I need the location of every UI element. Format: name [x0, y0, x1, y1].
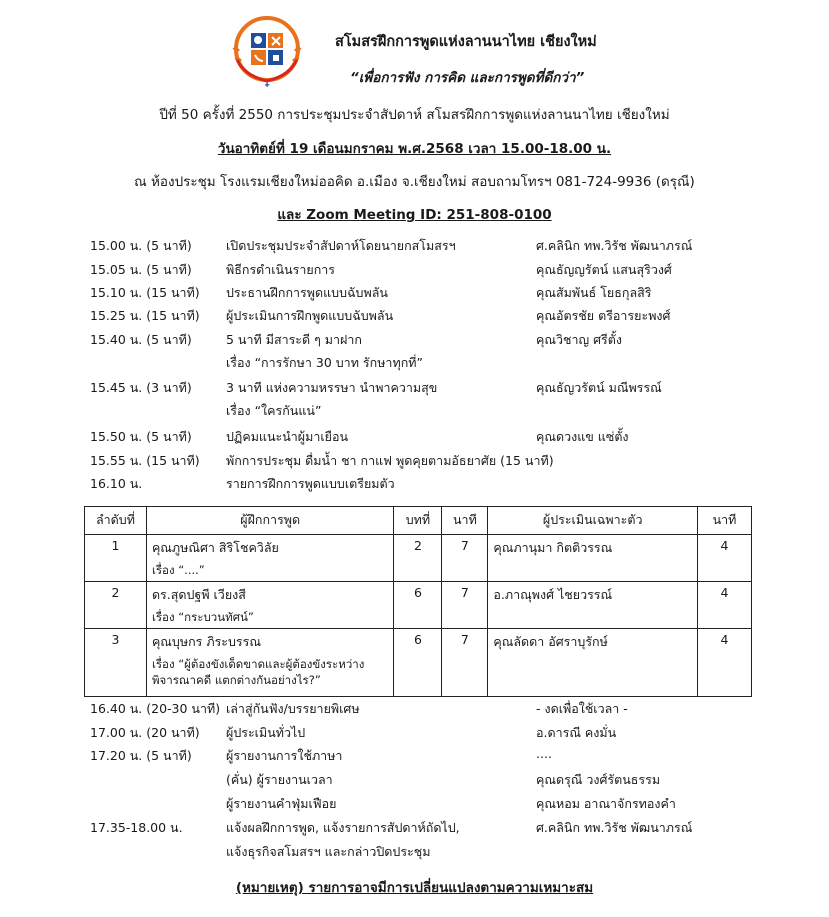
cell-chapter: 6: [394, 582, 442, 629]
agenda-activity: รายการฝึกการพูดแบบเตรียมตัว: [226, 476, 395, 491]
cell-evaluator: คุณลัดดา อัศราบุรักษ์: [488, 629, 698, 697]
agenda-person: ....: [536, 746, 552, 761]
agenda-time: 17.20 น. (5 นาที): [90, 748, 192, 763]
col-header-eval-minutes: นาที: [698, 507, 752, 535]
agenda-person: คุณสัมพันธ์ โยธกุลสิริ: [536, 285, 652, 300]
agenda-row: [0, 842, 829, 864]
agenda-row: [0, 306, 829, 328]
agenda-activity: เปิดประชุมประจำสัปดาห์โดยนายกสโมสรฯ: [226, 238, 456, 253]
meeting-date: วันอาทิตย์ที่ 19 เดือนมกราคม พ.ศ.2568 เวลา 15.00-18.00 น.: [217, 141, 612, 157]
table-row: [85, 582, 752, 629]
cell-minutes: 7: [442, 629, 488, 697]
agenda-activity: แจ้งผลฝึกการพูด, แจ้งรายการสัปดาห์ถัดไป,: [226, 820, 460, 835]
agenda-time: 17.35-18.00 น.: [90, 820, 183, 835]
agenda-row: [0, 401, 829, 423]
agenda-person: ศ.คลินิก ทพ.วิรัช พัฒนาภรณ์: [536, 820, 693, 835]
agenda-person: คุณธัญญรัตน์ แสนสุริวงศ์: [536, 262, 672, 277]
agenda-person: คุณดวงแข แซ่ตั้ง: [536, 429, 629, 444]
col-header-order: ลำดับที่: [85, 507, 147, 535]
agenda-person: คุณดรุณี วงศ์รัตนธรรม: [536, 772, 661, 787]
cell-chapter: 2: [394, 535, 442, 582]
cell-minutes: 7: [442, 582, 488, 629]
agenda-person: คุณวิชาญ ศรีตั้ง: [536, 332, 622, 347]
meeting-venue: ณ ห้องประชุม โรงแรมเชียงใหม่ออคิด อ.เมือง จ.เชียงใหม่ สอบถามโทรฯ 081-724-9936 (ดรุณี): [134, 174, 695, 190]
agenda-row: [0, 818, 829, 840]
cell-evaluator: อ.ภาณุพงศ์ ไชยวรรณ์: [488, 582, 698, 629]
agenda-row: [0, 770, 829, 792]
svg-text:✚: ✚: [264, 82, 270, 89]
club-logo: [225, 15, 309, 91]
agenda-topic: เรื่อง “การรักษา 30 บาท รักษาทุกที่”: [226, 355, 423, 370]
session-title: ปีที่ 50 ครั้งที่ 2550 การประชุมประจำสัปดาห์ สโมสรฝึกการพูดแห่งลานนาไทย เชียงใหม่: [159, 107, 670, 123]
col-header-evaluator: ผู้ประเมินเฉพาะตัว: [488, 507, 698, 535]
agenda-time: 15.10 น. (15 นาที): [90, 285, 200, 300]
agenda-row: [0, 723, 829, 745]
agenda-row: [0, 474, 829, 496]
agenda-activity: ผู้ประเมินทั่วไป: [226, 725, 306, 740]
agenda-time: 16.10 น.: [90, 476, 143, 491]
agenda-activity: 3 นาที แห่งความหรรษา นำพาความสุข: [226, 380, 438, 395]
agenda-activity: ผู้รายงานการใช้ภาษา: [226, 748, 343, 763]
agenda-time: 15.25 น. (15 นาที): [90, 308, 200, 323]
cell-evaluator: คุณภานุมา กิตติวรรณ: [488, 535, 698, 582]
agenda-activity: พิธีกรดำเนินรายการ: [226, 262, 336, 277]
agenda-person: คุณอัตรชัย ตรีอารยะพงศ์: [536, 308, 671, 323]
cell-order: 3: [85, 629, 147, 697]
club-name: สโมสรฝึกการพูดแห่งลานนาไทย เชียงใหม่: [335, 34, 597, 50]
agenda-activity: พักการประชุม ดื่มน้ำ ชา กาแฟ พูดคุยตามอัธยาศัย (15 นาที): [226, 453, 554, 468]
cell-order: 1: [85, 535, 147, 582]
speech-table: [84, 506, 752, 697]
agenda-row: [0, 283, 829, 305]
agenda-activity: แจ้งธุรกิจสโมสรฯ และกล่าวปิดประชุม: [226, 844, 431, 859]
agenda-time: 15.45 น. (3 นาที): [90, 380, 192, 395]
agenda-time: 15.40 น. (5 นาที): [90, 332, 192, 347]
agenda-activity: ผู้รายงานคำฟุ่มเฟือย: [226, 796, 337, 811]
agenda-row: [0, 378, 829, 400]
agenda-row: [0, 794, 829, 816]
agenda-row: [0, 427, 829, 449]
agenda-row: [0, 451, 829, 473]
footer-note: (หมายเหตุ) รายการอาจมีการเปลี่ยนแปลงตามความเหมาะสม: [235, 880, 594, 896]
cell-eval-minutes: 4: [698, 535, 752, 582]
cell-eval-minutes: 4: [698, 582, 752, 629]
agenda-activity: ปฏิคมแนะนำผู้มาเยือน: [226, 429, 349, 444]
speech-topic: เรื่อง “....”: [151, 563, 205, 577]
speech-topic: เรื่อง “ผู้ต้องขังเด็ดขาดและผู้ต้องขังระหว่าง พิจารณาคดี แตกต่างกันอย่างไร?”: [151, 657, 365, 687]
agenda-time: 15.00 น. (5 นาที): [90, 238, 192, 253]
agenda-person: - งดเพื่อใช้เวลา -: [536, 701, 628, 716]
agenda-time: 15.50 น. (5 นาที): [90, 429, 192, 444]
cell-speaker: [146, 535, 394, 582]
table-row: [85, 535, 752, 582]
col-header-minutes: นาที: [442, 507, 488, 535]
agenda-time: 16.40 น. (20-30 นาที): [90, 701, 221, 716]
agenda-time: 17.00 น. (20 นาที): [90, 725, 200, 740]
agenda-activity: เล่าสู่กันฟัง/บรรยายพิเศษ: [226, 701, 360, 716]
agenda-activity: ผู้ประเมินการฝึกพูดแบบฉับพลัน: [226, 308, 394, 323]
agenda-activity: (คั่น) ผู้รายงานเวลา: [226, 772, 333, 787]
agenda-person: คุณหอม อาณาจักรทองคำ: [536, 796, 676, 811]
cell-speaker: [146, 629, 394, 697]
agenda-row: [0, 353, 829, 375]
agenda-person: อ.ดารณี คงมั่น: [536, 725, 617, 740]
col-header-chapter: บทที่: [394, 507, 442, 535]
agenda-row: [0, 236, 829, 258]
agenda-time: 15.05 น. (5 นาที): [90, 262, 192, 277]
agenda-activity: 5 นาที มีสาระดี ๆ มาฝาก: [226, 332, 362, 347]
agenda-person: ศ.คลินิก ทพ.วิรัช พัฒนาภรณ์: [536, 238, 693, 253]
zoom-meeting-id: และ Zoom Meeting ID: 251-808-0100: [277, 207, 552, 223]
cell-eval-minutes: 4: [698, 629, 752, 697]
agenda-activity: ประธานฝึกการพูดแบบฉับพลัน: [226, 285, 388, 300]
agenda-row: [0, 260, 829, 282]
agenda-row: [0, 330, 829, 352]
agenda-time: 15.55 น. (15 นาที): [90, 453, 200, 468]
agenda-row: [0, 699, 829, 721]
speaker-name: คุณภูษณิศา สิริโชควิลัย: [151, 540, 279, 555]
col-header-speaker: ผู้ฝึกการพูด: [146, 507, 394, 535]
speech-topic: เรื่อง “กระบวนทัศน์”: [151, 610, 254, 624]
club-motto: “เพื่อการฟัง การคิด และการพูดที่ดีกว่า”: [350, 70, 585, 86]
table-header-row: [85, 507, 752, 535]
table-row: [85, 629, 752, 697]
cell-order: 2: [85, 582, 147, 629]
agenda-person: คุณธัญวรัตน์ มณีพรรณ์: [536, 380, 662, 395]
agenda-topic: เรื่อง “ใครกันแน่”: [226, 403, 322, 418]
agenda-row: [0, 746, 829, 768]
speaker-name: ดร.สุดปฐพี เวียงสี: [151, 587, 246, 602]
cell-speaker: [146, 582, 394, 629]
cell-minutes: 7: [442, 535, 488, 582]
speaker-name: คุณบุษกร ภิระบรรณ: [151, 634, 261, 649]
cell-chapter: 6: [394, 629, 442, 697]
